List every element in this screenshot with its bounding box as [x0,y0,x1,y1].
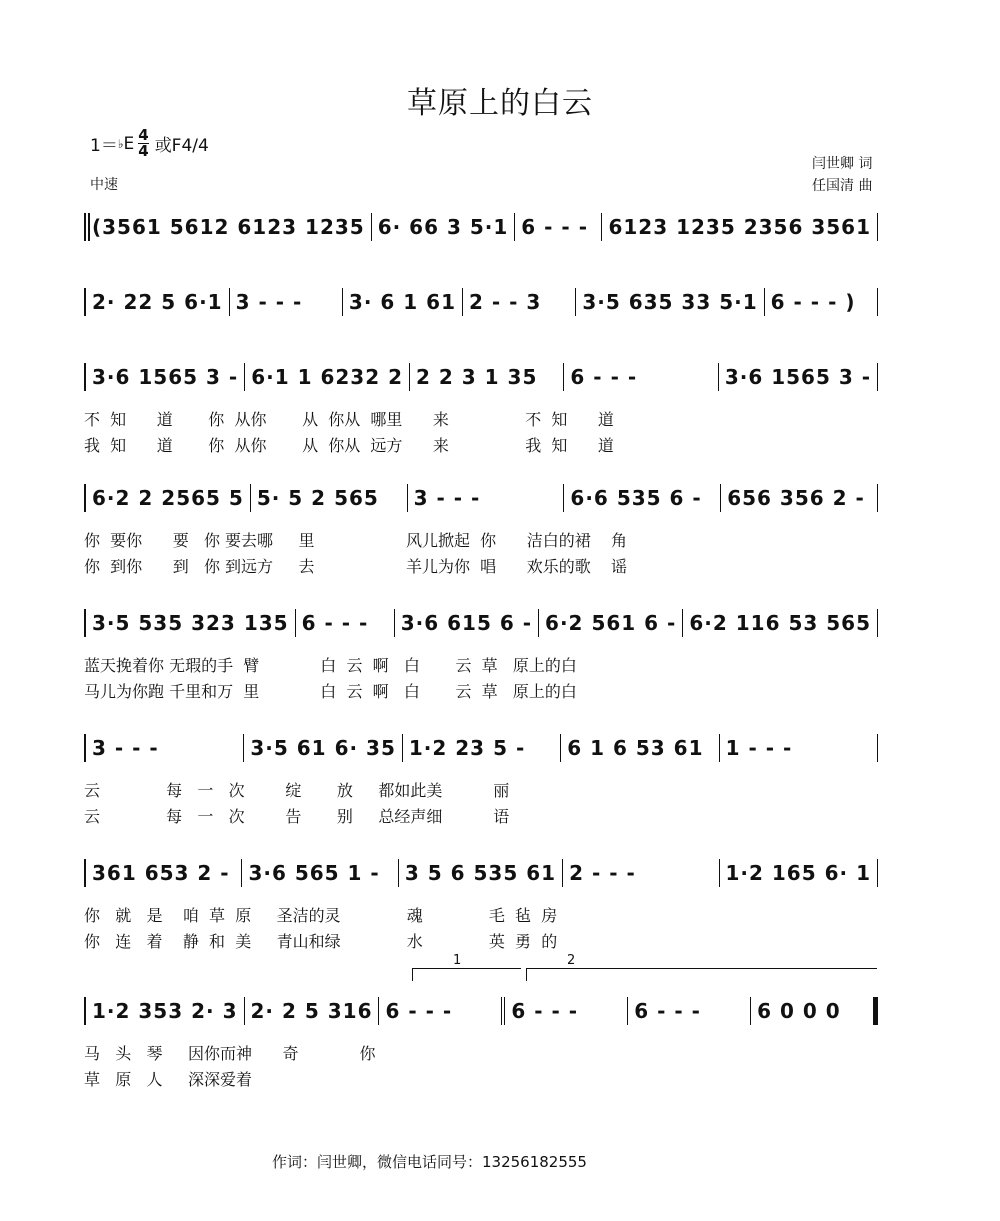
flat-sign: ♭ [117,136,124,151]
key-alternative: 或F4/4 [154,136,209,156]
measure [372,213,516,241]
measure-notes: 3·5 535 323 135 [92,611,289,635]
measure-notes: 1·2 23 5 - [408,736,526,760]
measure-notes: 3·5 635 33 5·1 [582,290,758,314]
measure [343,288,463,316]
measure-notes: 1 - - - [725,736,793,760]
measure-notes: (3561 5612 6123 1235 [92,215,365,239]
lyric-line-1: 你 要你 要 你 要去哪 里 风儿掀起 你 洁白的裙 角 [84,531,628,550]
lyric-line-1: 蓝天挽着你 无瑕的手 臂 白 云 啊 白 云 草 原上的白 [84,656,577,675]
measure [564,484,721,512]
volta-number-1: 1 [453,953,462,968]
song-title: 草原上的白云 [407,86,593,121]
measure [515,213,602,241]
lyricist: 闫世卿 词 [812,156,873,172]
measure [721,484,878,512]
measure-notes: 6 - - - [385,999,453,1023]
measure-row [84,609,878,637]
measure-notes: 656 356 2 - [727,486,865,510]
measure-notes: 6 - - - ) [770,290,856,314]
measure [86,484,251,512]
lyric-line-2: 你 到你 到 你 到远方 去 羊儿为你 唱 欢乐的歌 谣 [84,557,628,576]
footer-contact: 作词：闫世卿，微信电话同号：13256182555 [272,1153,587,1171]
measure [720,734,878,762]
key-note: E [123,133,135,154]
measure-row [84,997,878,1025]
measure [86,609,296,637]
lyric-line-2: 草 原 人 深深爱着 [84,1070,252,1089]
lyric-line-1: 云 每 一 次 绽 放 都如此美 丽 [84,781,510,800]
measure [86,363,245,391]
lyric-line-1: 你 就 是 咱 草 原 圣洁的灵 魂 毛 毡 房 [84,906,558,925]
composer: 任国清 曲 [812,178,873,194]
measure [244,734,403,762]
volta-first-ending [412,953,521,981]
time-signature [138,128,148,159]
measure [399,859,563,887]
measure [720,859,879,887]
measure [86,213,372,241]
lyric-line-2: 你 连 着 静 和 美 青山和绿 水 英 勇 的 [84,932,558,951]
measure-row [84,484,878,512]
measure [86,288,230,316]
volta-second-ending [526,953,877,981]
measure-row [84,859,878,887]
measure-notes: 6·1 1 6232 2 [251,365,404,389]
measure-notes: 6 - - - [634,999,701,1023]
measure-notes: 6·2 2 2565 5 [92,486,244,510]
measure [683,609,878,637]
measure-notes: 5· 5 2 565 [256,486,379,510]
measure-notes: 6 1 6 53 61 [567,736,704,760]
measure [564,363,718,391]
key-signature [90,128,209,159]
measure [563,859,719,887]
measure-notes: 6 - - - [301,611,369,635]
measure-notes: 2 - - - [569,861,636,885]
measure [395,609,539,637]
lyric-line-1: 不 知 道 你 从你 从 你从 哪里 来 不 知 道 [84,410,614,429]
measure [765,288,878,316]
measure [86,734,244,762]
measure [245,997,380,1025]
measure [242,859,398,887]
measure-notes: 2 2 3 1 35 [416,365,538,389]
measure [86,997,245,1025]
measure-notes: 6·2 116 53 565 [689,611,871,635]
tempo-marking: 中速 [90,177,118,193]
measure-notes: 3 - - - [235,290,303,314]
measure-notes: 361 653 2 - [92,861,230,885]
measure [505,997,628,1025]
measure-notes: 6 - - - [521,215,588,239]
measure-notes: 6·2 561 6 - [545,611,677,635]
measure-row [84,363,878,391]
measure-notes: 3·6 615 6 - [400,611,533,635]
measure [539,609,683,637]
measure-notes: 3 5 6 535 61 [404,861,557,885]
measure-notes: 3·6 565 1 - [248,861,380,885]
measure-row [84,213,878,241]
volta-number-2: 2 [567,953,576,968]
measure-notes: 2· 22 5 6·1 [92,290,223,314]
measure-notes: 6 - - - [570,365,638,389]
measure [751,997,878,1025]
time-beats: 4 [138,126,149,144]
measure [576,288,764,316]
measure [245,363,410,391]
measure-notes: 3·6 1565 3 - [92,365,239,389]
lyric-line-2: 马儿为你跑 千里和万 里 白 云 啊 白 云 草 原上的白 [84,682,577,701]
measure-notes: 3·5 61 6· 35 [250,736,396,760]
lyric-line-1: 马 头 琴 因你而神 奇 你 [84,1044,376,1063]
measure-notes: 3 - - - [92,736,159,760]
measure [463,288,576,316]
measure-notes: 6123 1235 2356 3561 [608,215,871,239]
key-prefix: 1＝ [90,136,118,156]
time-unit: 4 [138,142,149,160]
measure [719,363,878,391]
measure-row [84,288,878,316]
measure [410,363,564,391]
measure [379,997,505,1025]
lyric-line-2: 我 知 道 你 从你 从 你从 远方 来 我 知 道 [84,436,614,455]
measure [602,213,878,241]
measure-row [84,734,878,762]
measure-notes: 3 - - - [413,486,481,510]
measure-notes: 2 - - 3 [469,290,542,314]
measure-notes: 6 0 0 0 [757,999,841,1023]
measure [561,734,719,762]
measure-notes: 3·6 1565 3 - [724,365,872,389]
lyric-line-2: 云 每 一 次 告 别 总经声细 语 [84,807,510,826]
measure-notes: 6 - - - [511,999,579,1023]
measure-notes: 3· 6 1 61 [348,290,456,314]
measure [628,997,751,1025]
measure [86,859,242,887]
measure [251,484,408,512]
measure-notes: 2· 2 5 316 [250,999,373,1023]
measure [403,734,561,762]
measure [230,288,343,316]
measure-notes: 6· 66 3 5·1 [377,215,509,239]
measure [408,484,565,512]
measure-notes: 1·2 165 6· 1 [725,861,871,885]
credits [812,153,872,197]
measure-notes: 6·6 535 6 - [570,486,702,510]
measure-notes: 1·2 353 2· 3 [92,999,238,1023]
measure [296,609,395,637]
